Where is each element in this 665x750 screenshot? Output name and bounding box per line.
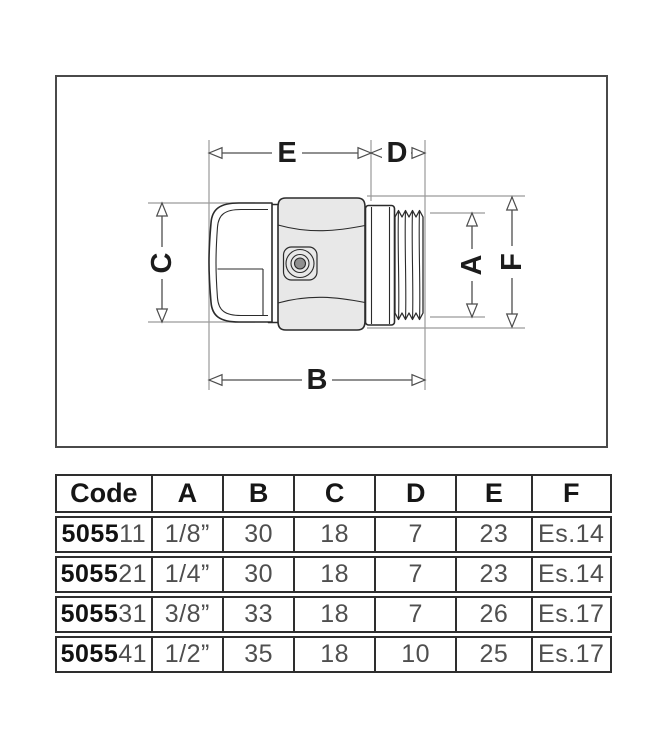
cell-c: 18 xyxy=(295,558,376,591)
cell-c: 18 xyxy=(295,598,376,631)
cell-code xyxy=(57,558,153,591)
spec-table xyxy=(55,474,612,676)
cell-b: 35 xyxy=(224,638,295,671)
header-cell-f: F xyxy=(562,478,580,508)
cell-a: 1/8” xyxy=(153,518,224,551)
cell-d: 10 xyxy=(376,638,457,671)
fitting-drawing xyxy=(209,198,423,330)
cell-b: 33 xyxy=(224,598,295,631)
code-prefix: 5055 xyxy=(61,520,120,548)
cell-a: 1/2” xyxy=(153,638,224,671)
header-cell-a: A xyxy=(153,476,224,511)
dim-label-a: A xyxy=(456,254,488,276)
dim-label-b: B xyxy=(306,364,328,396)
dim-label-e: E xyxy=(277,137,297,169)
code-prefix: 5055 xyxy=(60,560,119,588)
cell-d: 7 xyxy=(376,558,457,591)
dim-label-d: D xyxy=(386,137,408,169)
cell-e: 23 xyxy=(457,518,532,551)
header-cell-d: D xyxy=(376,476,457,511)
cell-code xyxy=(57,598,153,631)
cell-f: Es.14 xyxy=(538,520,605,548)
dim-label-f: F xyxy=(496,253,528,271)
code-suffix: 31 xyxy=(118,600,148,628)
cell-e: 23 xyxy=(457,558,532,591)
cell-e: 26 xyxy=(457,598,532,631)
header-cell-b: B xyxy=(224,476,295,511)
cell-d: 7 xyxy=(376,518,457,551)
code-prefix: 5055 xyxy=(60,640,119,668)
table-row xyxy=(55,556,612,593)
cell-a: 3/8” xyxy=(153,598,224,631)
cell-code xyxy=(57,638,153,671)
code-suffix: 41 xyxy=(118,640,148,668)
table-row xyxy=(55,516,612,553)
code-suffix: 11 xyxy=(119,520,147,548)
code-prefix: 5055 xyxy=(60,600,119,628)
dim-label-c: C xyxy=(146,252,178,274)
table-header-row xyxy=(55,474,612,513)
cell-a: 1/4” xyxy=(153,558,224,591)
cell-b: 30 xyxy=(224,558,295,591)
screw-dot xyxy=(295,258,306,269)
header-cell-e: E xyxy=(457,476,532,511)
cell-c: 18 xyxy=(295,518,376,551)
header-cell-c: C xyxy=(295,476,376,511)
cell-c: 18 xyxy=(295,638,376,671)
fitting-dimension-diagram xyxy=(55,75,608,448)
table-row xyxy=(55,636,612,673)
cell-f: Es.17 xyxy=(538,640,605,668)
cell-d: 7 xyxy=(376,598,457,631)
header-cell-code: Code xyxy=(57,476,153,511)
code-suffix: 21 xyxy=(118,560,148,588)
cell-code xyxy=(57,518,153,551)
cell-e: 25 xyxy=(457,638,532,671)
cell-b: 30 xyxy=(224,518,295,551)
table-row xyxy=(55,596,612,633)
cell-f: Es.14 xyxy=(538,560,605,588)
fitting-collar xyxy=(366,206,395,326)
cell-f: Es.17 xyxy=(538,600,605,628)
